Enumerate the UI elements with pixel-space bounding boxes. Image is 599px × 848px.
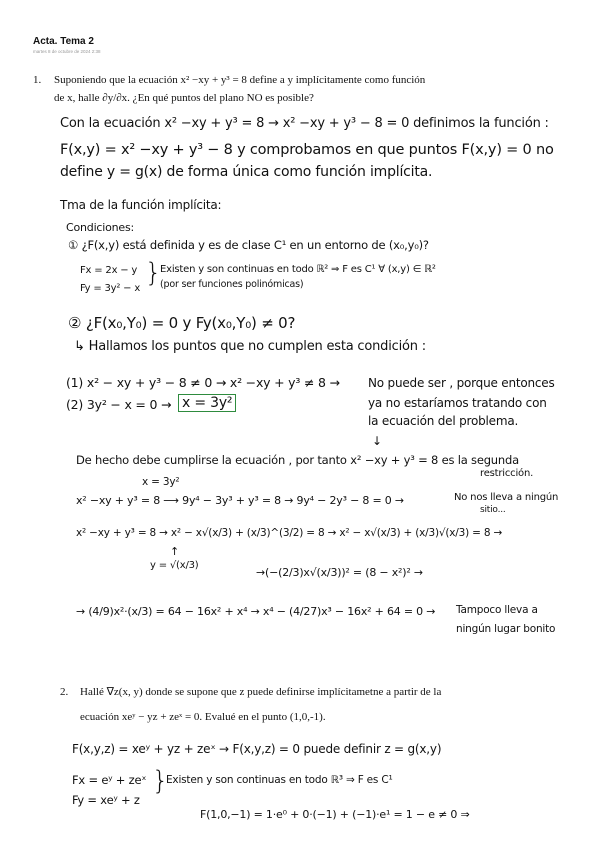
question-1-line-2: de x, halle ∂y/∂x. ¿En qué puntos del plano NO es posible? [54, 92, 314, 104]
handwritten-line: Con la ecuación x² −xy + y³ = 8 → x² −xy + y³ − 8 = 0 definimos la función : [60, 116, 549, 131]
handwritten-line: Existen y son continuas en todo ℝ³ ⇒ F es C¹ [166, 774, 393, 786]
handwritten-line: restricción. [480, 468, 534, 479]
question-2-line-2: ecuación xeʸ − yz + zeˣ = 0. Evalué en el punto (1,0,-1). [80, 711, 326, 723]
brace: } [145, 258, 162, 288]
handwritten-line: No nos lleva a ningún [454, 492, 559, 503]
handwritten-line: x² −xy + y³ = 8 → x² − x√(x/3) + (x/3)^(3/2) = 8 → x² − x√(x/3) + (x/3)√(x/3) = 8 → [76, 527, 503, 539]
handwritten-line: (por ser funciones polinómicas) [160, 279, 304, 290]
handwritten-line: sitio... [480, 505, 506, 515]
question-2-line-1: Hallé ∇z(x, y) donde se supone que z puede definirse implícitametne a partir de la [80, 686, 442, 698]
handwritten-line: x² −xy + y³ = 8 ⟶ 9y⁴ − 3y³ + y³ = 8 → 9y⁴ − 2y³ − 8 = 0 → [76, 494, 404, 507]
handwritten-line: (2) 3y² − x = 0 → [66, 397, 172, 412]
handwritten-line: ningún lugar bonito [456, 623, 556, 635]
handwritten-line: Fx = eʸ + zeˣ [72, 773, 147, 787]
handwritten-line: Existen y son continuas en todo ℝ² ⇒ F es C¹ ∀ (x,y) ∈ ℝ² [160, 264, 436, 275]
handwritten-line: No puede ser , porque entonces [368, 376, 555, 390]
handwritten-line: Tampoco lleva a [456, 604, 538, 616]
question-1-number: 1. [33, 74, 42, 86]
handwritten-arrow: ↓ [372, 434, 382, 448]
brace: } [152, 766, 169, 796]
handwritten-line: → (4/9)x²·(x/3) = 64 − 16x² + x⁴ → x⁴ − (4/27)x³ − 16x² + 64 = 0 → [76, 605, 436, 618]
question-1-line-1: Suponiendo que la ecuación x² −xy + y³ = 8 define a y implícitamente como función [54, 74, 426, 86]
handwritten-line: F(x,y,z) = xeʸ + yz + zeˣ → F(x,y,z) = 0 puede definir z = g(x,y) [72, 742, 442, 756]
handwritten-line: F(x,y) = x² −xy + y³ − 8 y comprobamos en que puntos F(x,y) = 0 no [60, 142, 554, 158]
handwritten-line: De hecho debe cumplirse la ecuación , por tanto x² −xy + y³ = 8 es la segunda [76, 453, 519, 467]
handwritten-line: ① ¿F(x,y) está definida y es de clase C¹ en un entorno de (x₀,y₀)? [68, 238, 429, 252]
handwritten-arrow: ↑ [170, 545, 180, 558]
handwritten-line: Tma de la función implícita: [60, 198, 222, 212]
handwritten-line: ya no estaríamos tratando con [368, 396, 547, 410]
note-title: Acta. Tema 2 [33, 36, 94, 47]
handwritten-line: Fy = 3y² − x [80, 283, 141, 294]
handwritten-line: x = 3y² [142, 476, 180, 488]
handwritten-line: define y = g(x) de forma única como función implícita. [60, 164, 433, 180]
handwritten-line: la ecuación del problema. [368, 414, 519, 428]
highlighted-result: x = 3y² [178, 394, 236, 412]
handwritten-line: Condiciones: [66, 221, 135, 234]
handwritten-line: F(1,0,−1) = 1·e⁰ + 0·(−1) + (−1)·e¹ = 1 − e ≠ 0 ⇒ [200, 808, 470, 821]
handwritten-line: Fx = 2x − y [80, 265, 138, 276]
handwritten-line: Fy = xeʸ + z [72, 793, 140, 807]
handwritten-line: →(−(2/3)x√(x/3))² = (8 − x²)² → [256, 566, 423, 579]
handwritten-line: (1) x² − xy + y³ − 8 ≠ 0 → x² −xy + y³ ≠ 8 → [66, 375, 340, 390]
handwritten-line: y = √(x/3) [150, 560, 199, 571]
handwritten-line: ② ¿F(x₀,Y₀) = 0 y Fy(x₀,Y₀) ≠ 0? [68, 314, 296, 332]
handwritten-line: ↳ Hallamos los puntos que no cumplen esta condición : [74, 339, 426, 354]
note-timestamp: martes 8 de octubre de 2024 2:38 [33, 49, 101, 54]
question-2-number: 2. [60, 686, 69, 698]
